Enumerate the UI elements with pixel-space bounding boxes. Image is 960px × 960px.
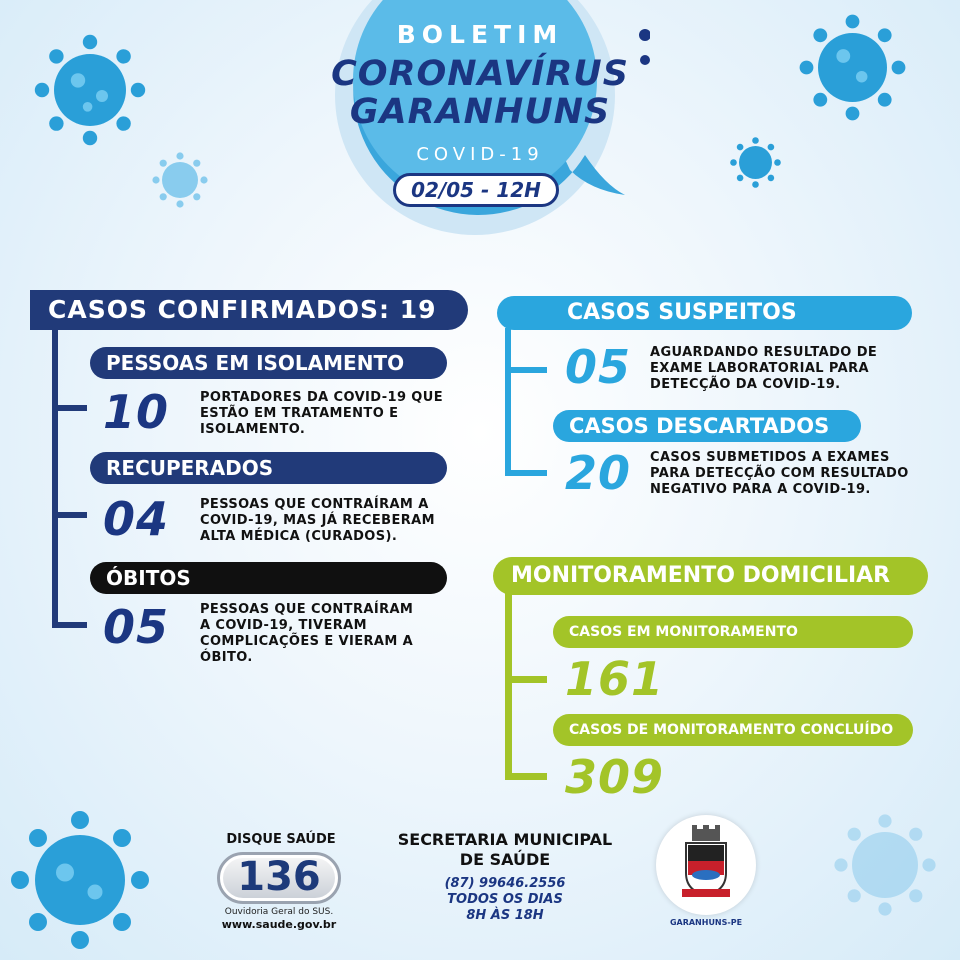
header-title-line2: GARANHUNS xyxy=(349,92,611,132)
header-title-line1: CORONAVÍRUS xyxy=(331,54,629,94)
obitos-branch xyxy=(52,622,87,628)
secretaria-title xyxy=(390,830,620,870)
confirmados-connector-line xyxy=(52,328,58,628)
virus-icon xyxy=(30,30,150,150)
obitos-desc: PESSOAS QUE CONTRAÍRAM A COVID-19, TIVERAM COMPLICAÇÕES E VIERAM A ÓBITO. xyxy=(200,602,414,665)
obitos-bar: ÓBITOS xyxy=(90,562,447,594)
virus-icon xyxy=(5,805,155,955)
ouvidoria-text: Ouvidoria Geral do SUS. xyxy=(224,907,334,917)
header-date-badge: 02/05 - 12H xyxy=(393,173,559,207)
em-monitoramento-bar: CASOS EM MONITORAMENTO xyxy=(553,616,913,648)
recuperados-branch xyxy=(52,512,87,518)
suspeitos-desc: AGUARDANDO RESULTADO DE EXAME LABORATORIAL PARA DETECÇÃO DA COVID-19. xyxy=(650,345,878,392)
suspeitos-branch xyxy=(505,367,547,373)
secretaria-hours: 8H ÀS 18H xyxy=(466,908,544,923)
secretaria-line2: DE SAÚDE xyxy=(459,850,551,869)
header-title xyxy=(310,55,650,131)
secretaria-days: TODOS OS DIAS xyxy=(447,892,563,907)
confirmados-title-bar: CASOS CONFIRMADOS: 19 xyxy=(30,290,468,330)
garanhuns-coat-of-arms-logo xyxy=(656,815,756,915)
monitoramento-title-bar: MONITORAMENTO DOMICILIAR xyxy=(493,557,928,595)
secretaria-line1: SECRETARIA MUNICIPAL xyxy=(397,830,613,849)
concluido-value: 309 xyxy=(565,750,665,804)
isolamento-bar: PESSOAS EM ISOLAMENTO xyxy=(90,347,447,379)
virus-icon xyxy=(728,135,783,190)
suspeitos-value: 05 xyxy=(565,340,632,394)
isolamento-desc: PORTADORES DA COVID-19 QUE ESTÃO EM TRATAMENTO E ISOLAMENTO. xyxy=(200,390,443,437)
em-monitoramento-value: 161 xyxy=(565,652,665,706)
secretaria-phone: (87) 99646.2556 xyxy=(444,876,566,891)
em-monitoramento-branch xyxy=(505,676,547,683)
descartados-value: 20 xyxy=(565,446,632,500)
virus-icon xyxy=(830,810,940,920)
descartados-bar: CASOS DESCARTADOS xyxy=(553,410,861,442)
descartados-branch xyxy=(505,470,547,476)
disque-saude-label: DISQUE SAÚDE xyxy=(226,832,336,847)
virus-icon xyxy=(795,10,910,125)
isolamento-value: 10 xyxy=(103,385,170,439)
disque-saude-number: 136 xyxy=(217,852,341,904)
suspeitos-connector-line xyxy=(505,328,511,476)
isolamento-branch xyxy=(52,405,87,411)
header-covid: COVID-19 xyxy=(416,144,544,165)
obitos-value: 05 xyxy=(103,600,170,654)
concluido-bar: CASOS DE MONITORAMENTO CONCLUÍDO xyxy=(553,714,913,746)
header-boletim: BOLETIM xyxy=(396,20,564,49)
logo-caption: GARANHUNS-PE xyxy=(669,918,743,927)
concluido-branch xyxy=(505,773,547,780)
descartados-desc: CASOS SUBMETIDOS A EXAMES PARA DETECÇÃO COM RESULTADO NEGATIVO PARA A COVID-19. xyxy=(650,450,909,497)
recuperados-bar: RECUPERADOS xyxy=(90,452,447,484)
recuperados-desc: PESSOAS QUE CONTRAÍRAM A COVID-19, MAS JÁ RECEBERAM ALTA MÉDICA (CURADOS). xyxy=(200,497,435,544)
saude-site-link[interactable]: www.saude.gov.br xyxy=(221,918,337,931)
monitoramento-connector-line xyxy=(505,593,512,780)
virus-icon xyxy=(150,150,210,210)
recuperados-value: 04 xyxy=(103,492,170,546)
suspeitos-title-bar: CASOS SUSPEITOS xyxy=(497,296,912,330)
